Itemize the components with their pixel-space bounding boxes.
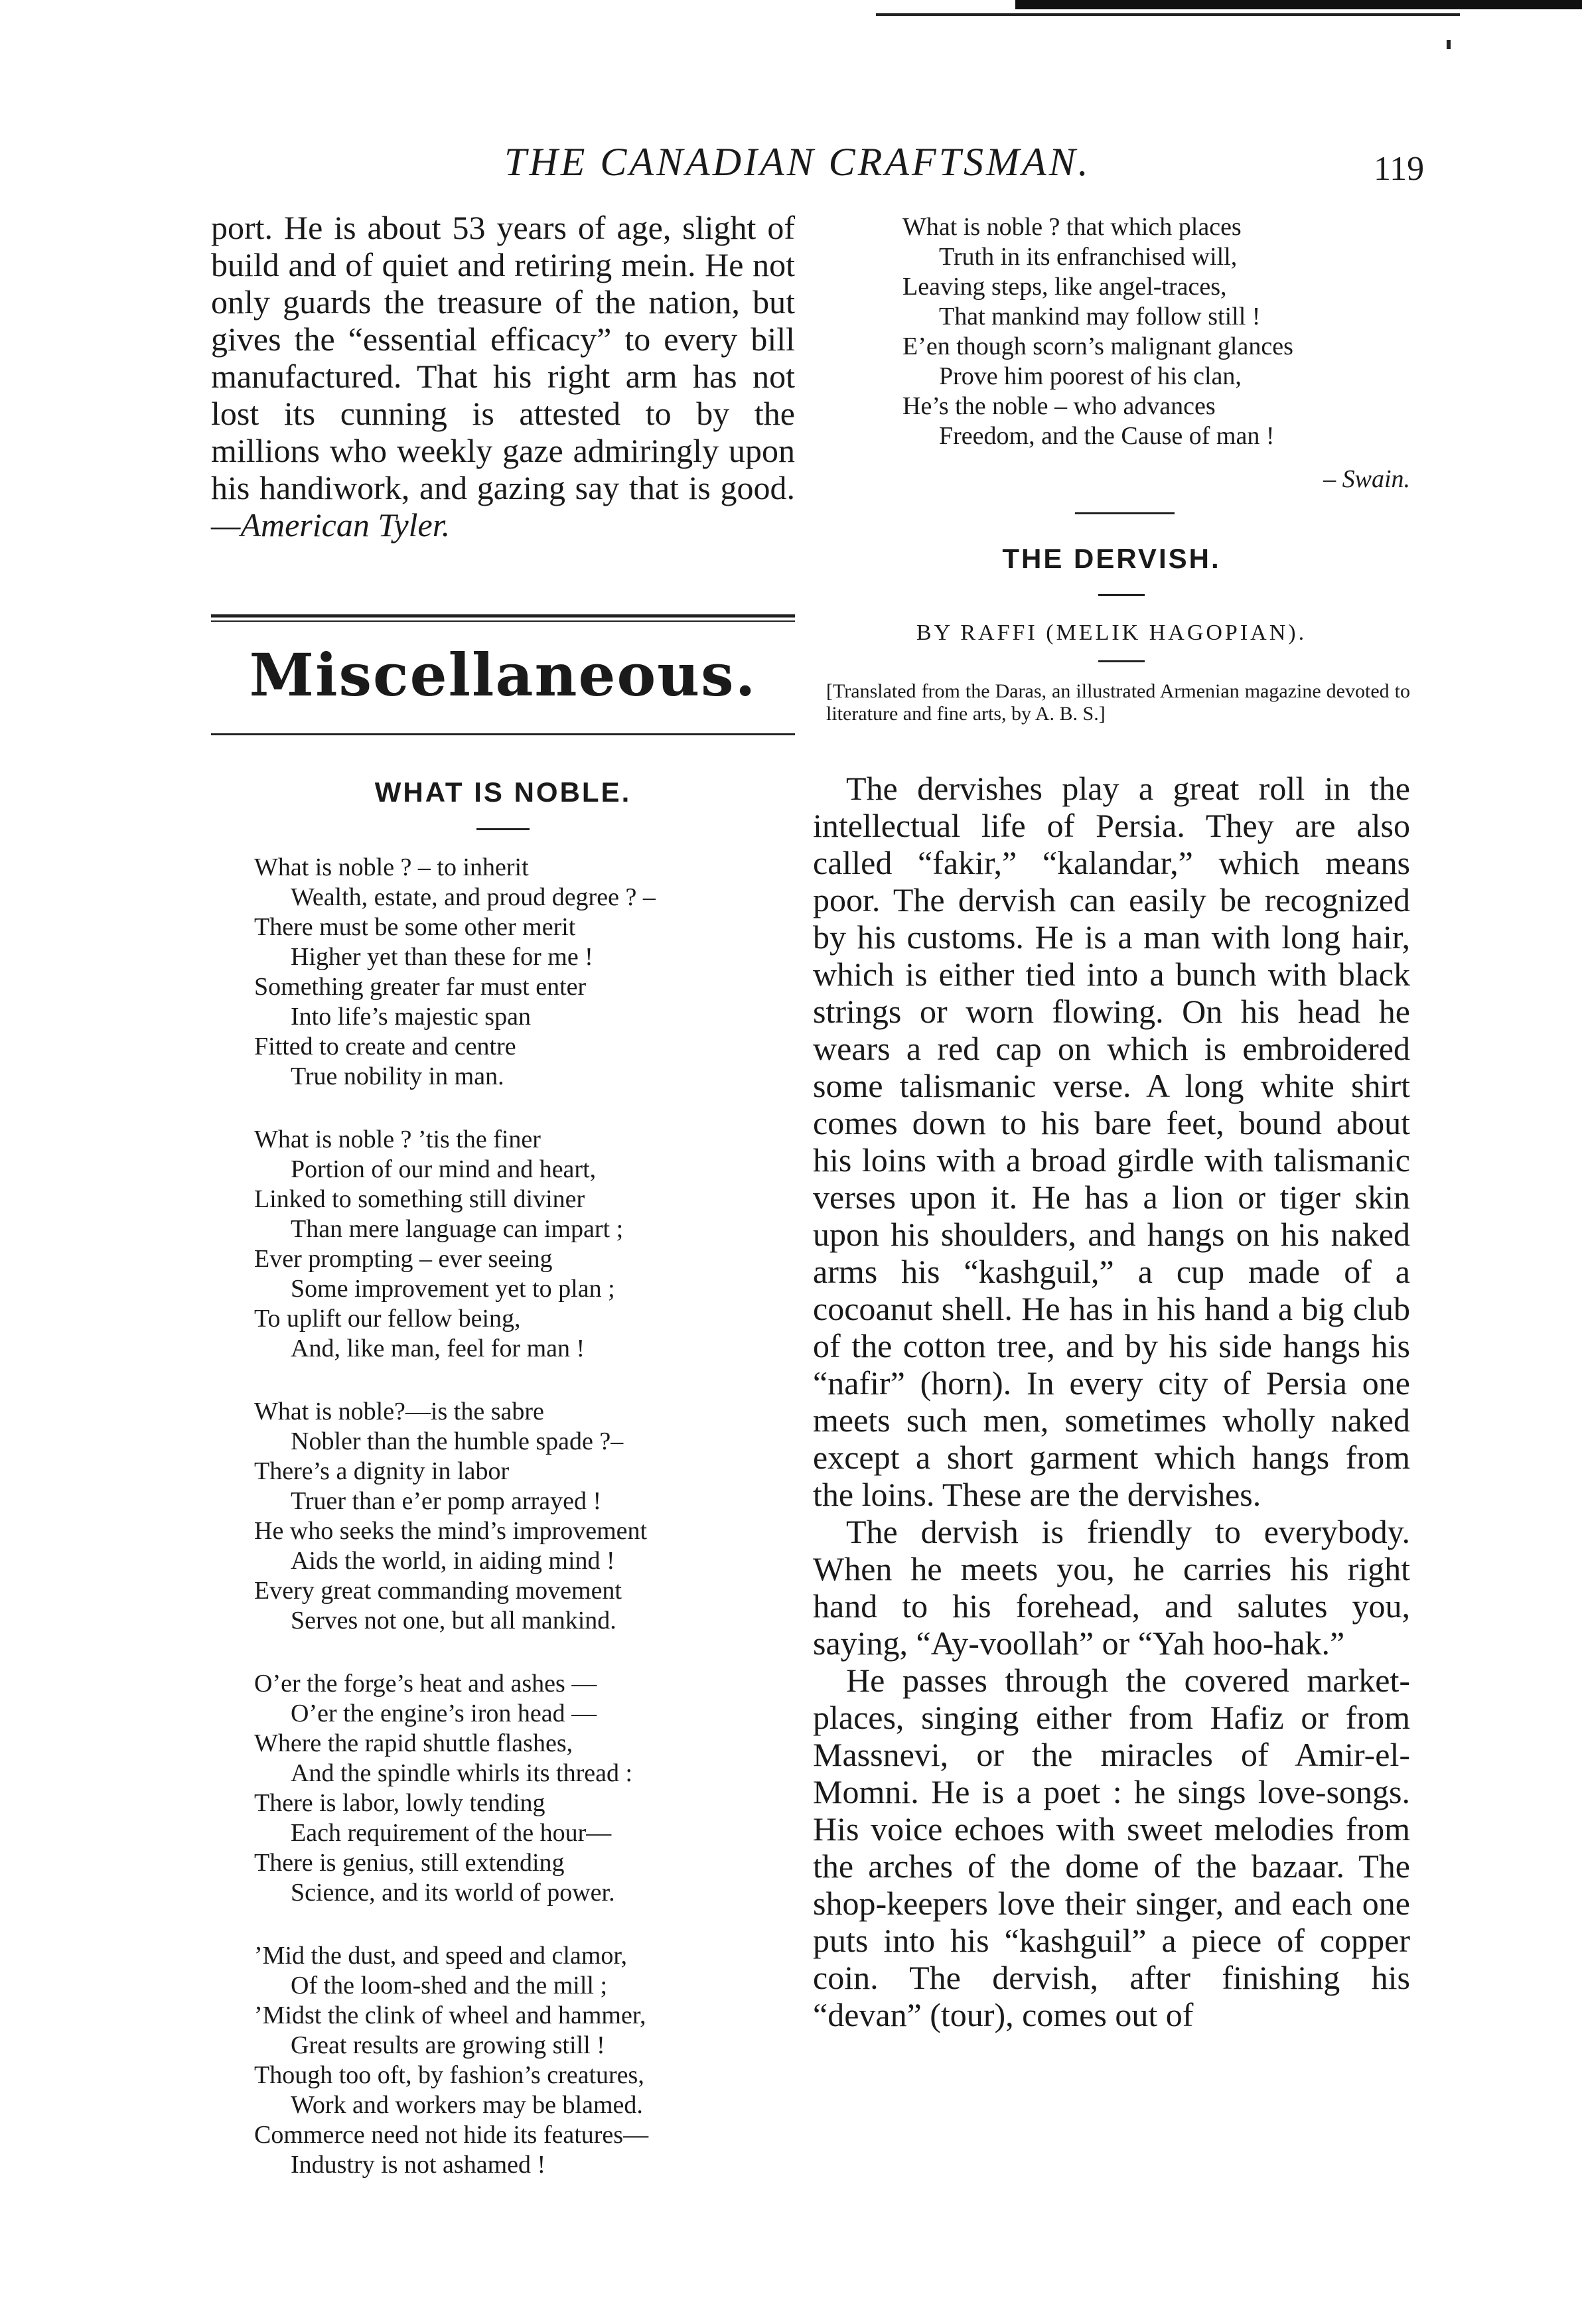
poem-line: To uplift our fellow being,: [254, 1305, 521, 1333]
poem-line: Some improvement yet to plan ;: [291, 1275, 615, 1303]
poem-body: [254, 853, 792, 2180]
title-rule: [476, 828, 530, 830]
poem-line: Linked to something still diviner: [254, 1185, 585, 1213]
stanza: [254, 1125, 792, 1364]
stanza: [254, 1669, 792, 1908]
poem-line: He’s the noble – who advances: [902, 392, 1216, 420]
poem-line: Though too oft, by fashion’s creatures,: [254, 2061, 644, 2089]
poem-title: WHAT IS NOBLE.: [374, 776, 632, 808]
byline-rule: [1098, 660, 1145, 662]
poem-line: Science, and its world of power.: [291, 1879, 615, 1907]
poem-line: Than mere language can impart ;: [291, 1215, 624, 1243]
poem-line: Something greater far must enter: [254, 973, 587, 1001]
poem-line: Of the loom-shed and the mill ;: [291, 1972, 608, 1999]
poem-line: Freedom, and the Cause of man !: [939, 422, 1275, 450]
poem-line: Each requirement of the hour—: [291, 1819, 612, 1847]
top-edge-bar: [1015, 0, 1582, 9]
poem-line: He who seeks the mind’s improvement: [254, 1517, 648, 1545]
top-edge-rule: [876, 13, 1460, 16]
poem-line: ’Midst the clink of wheel and hammer,: [254, 2001, 646, 2029]
poem-line: Fitted to create and centre: [254, 1033, 516, 1060]
poem-line: True nobility in man.: [291, 1062, 504, 1090]
poem-line: That mankind may follow still !: [939, 303, 1261, 330]
poem-line: O’er the forge’s heat and ashes —: [254, 1670, 597, 1698]
page-number: 119: [1374, 150, 1425, 188]
poem-line: And, like man, feel for man !: [291, 1335, 585, 1362]
poem-line: Into life’s majestic span: [291, 1003, 531, 1031]
heading-rule: [211, 733, 795, 735]
article-body: [813, 770, 1410, 2033]
article-paragraph: The dervish is friendly to everybody. When he meets you, he carries his right hand to his forehead, and salutes you, saying, “Ay-voollah” or “Yah hoo-hak.”: [813, 1513, 1410, 1662]
poem-line: Portion of our mind and heart,: [291, 1155, 597, 1183]
poem-line: Leaving steps, like angel-traces,: [902, 273, 1227, 301]
article-paragraph: The dervishes play a great roll in the intellectual life of Persia. They are also called “fakir,” “kalandar,” which means poor. The dervish can easily be recognized by his customs. He is a man with long hair, which is either tied into a bunch with black strings or worn flowing. On his head he wears a red cap on which is embroidered some talismanic verse. A long white shirt comes down to his bare feet, bound about his loins with a broad girdle with talismanic verses upon it. He has a lion or tiger skin upon his shoulders, and hangs on his naked arms his “kashguil,” a cup made of a cocoanut shell. He has in his hand a big club of the cotton tree, and by his side hangs his “nafir” (horn). In every city of Persia one meets such men, sometimes wholly naked except a short garment which hangs from the loins. These are the dervishes.: [813, 770, 1410, 1513]
poem-line: Commerce need not hide its features—: [254, 2121, 649, 2149]
poem-line: Truer than e’er pomp arrayed !: [291, 1487, 602, 1515]
poem-line: E’en though scorn’s malignant glances: [902, 332, 1293, 360]
poem-line: O’er the engine’s iron head —: [291, 1700, 597, 1727]
poem-line: What is noble ? – to inherit: [254, 853, 529, 881]
intro-prose: port. He is about 53 years of age, slight of build and of quiet and retiring mein. He not only guards the treasure of the nation, but gives the “essential efficacy” to every bill manufactured. That his right arm has not lost its cunning is attested to by the millions who weekly gaze admiringly upon his handiwork, and gazing say that is good.—American Tyler.: [211, 209, 795, 544]
byline: BY RAFFI (MELIK HAGOPIAN).: [916, 620, 1307, 645]
double-rule: [211, 614, 795, 623]
poem-line: There is genius, still extending: [254, 1849, 565, 1877]
edge-mark: [1447, 40, 1451, 49]
poem-line: Serves not one, but all mankind.: [291, 1607, 616, 1634]
poem-line: Nobler than the humble spade ?–: [291, 1427, 624, 1455]
stanza: [254, 853, 792, 1092]
section-heading: Miscellaneous.: [249, 640, 757, 709]
intro-signature: —American Tyler.: [211, 506, 451, 544]
poem-line: Higher yet than these for me !: [291, 943, 593, 971]
poem-line: Truth in its enfranchised will,: [939, 243, 1238, 271]
poem-line: Where the rapid shuttle flashes,: [254, 1729, 573, 1757]
running-title: THE CANADIAN CRAFTSMAN.: [504, 140, 1091, 184]
poem-signature: – Swain.: [1323, 465, 1410, 493]
poem-line: Every great commanding movement: [254, 1577, 622, 1605]
poem-line: Aids the world, in aiding mind !: [291, 1547, 615, 1575]
article-title: THE DERVISH.: [1002, 543, 1221, 574]
translator-note: [Translated from the Daras, an illustrated Armenian magazine devoted to literature and fine arts, by A. B. S.]: [826, 680, 1410, 725]
poem-line: Industry is not ashamed !: [291, 2151, 546, 2179]
poem-line: ’Mid the dust, and speed and clamor,: [254, 1942, 628, 1970]
poem-line: There must be some other merit: [254, 913, 576, 941]
article-paragraph: He passes through the covered market-places, singing either from Hafiz or from Massnevi, or the miracles of Amir-el-Momni. He is a poet : he sings love-songs. His voice echoes with sweet melodies from the arches of the dome of the bazaar. The shop-keepers love their singer, and each one puts into his “kashguil” a piece of copper coin. The dervish, after finishing his “devan” (tour), comes out of: [813, 1662, 1410, 2033]
stanza: [254, 1941, 792, 2180]
divider-rule: [1075, 512, 1175, 514]
poem-line: Prove him poorest of his clan,: [939, 362, 1242, 390]
stanza: [254, 1397, 792, 1636]
left-column: [211, 209, 795, 544]
title-rule: [1098, 594, 1145, 596]
poem-line: Wealth, estate, and proud degree ? –: [291, 883, 656, 911]
poem-line: What is noble?—is the sabre: [254, 1398, 544, 1425]
poem-end: [902, 212, 1427, 451]
poem-line: There’s a dignity in labor: [254, 1457, 510, 1485]
poem-line: Great results are growing still !: [291, 2031, 605, 2059]
poem-line: There is labor, lowly tending: [254, 1789, 545, 1817]
poem-line: Ever prompting – ever seeing: [254, 1245, 553, 1273]
poem-line: And the spindle whirls its thread :: [291, 1759, 633, 1787]
poem-line: Work and workers may be blamed.: [291, 2091, 643, 2119]
poem-line: What is noble ? that which places: [902, 213, 1242, 241]
poem-line: What is noble ? ’tis the finer: [254, 1126, 541, 1153]
